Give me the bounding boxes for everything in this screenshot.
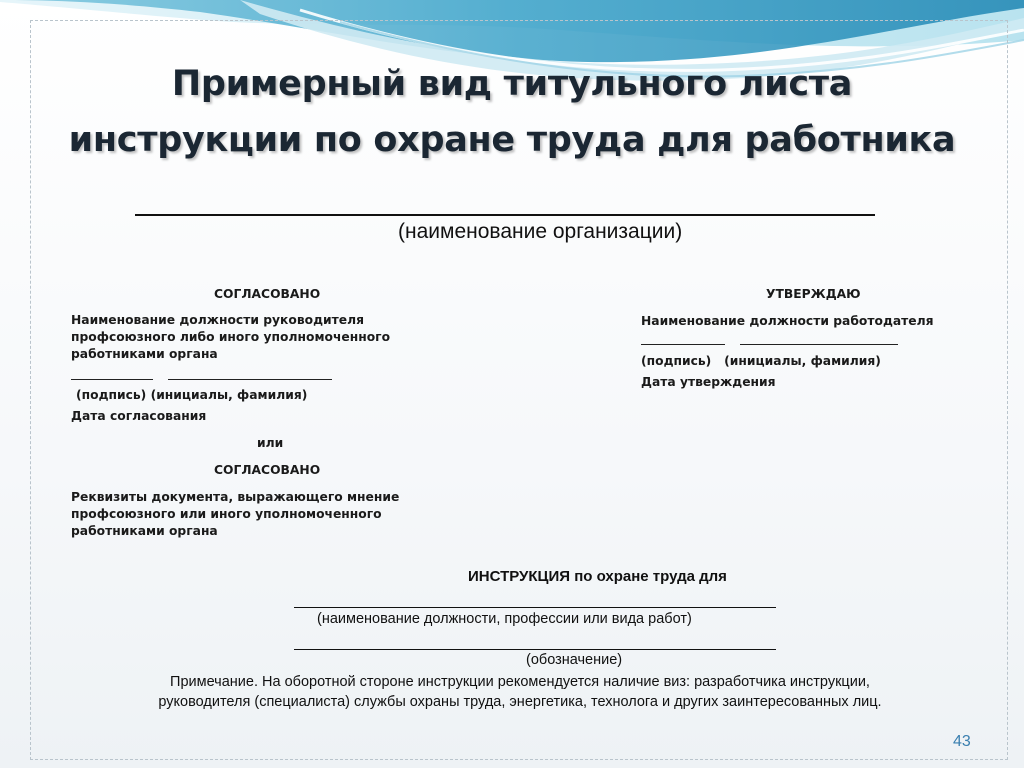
right-signature-blank — [641, 333, 725, 345]
title-line-1: Примерный вид титульного листа — [171, 64, 853, 104]
organization-fill-line — [135, 214, 875, 216]
organization-caption: (наименование организации) — [398, 220, 683, 243]
left-position-line-2: профсоюзного либо иного уполномоченного — [71, 330, 391, 344]
left-heading-2: СОГЛАСОВАНО — [214, 463, 321, 477]
left-position-line-1: Наименование должности руководителя — [71, 313, 364, 327]
right-name-blank — [740, 333, 898, 345]
right-signature-lines — [641, 333, 898, 350]
title-line-2: инструкции по охране труда для работника — [68, 120, 956, 160]
right-heading: УТВЕРЖДАЮ — [766, 287, 861, 301]
right-position-line: Наименование должности работодателя — [641, 314, 934, 328]
left-name-blank — [168, 368, 332, 380]
note — [60, 672, 980, 712]
left-requisites-text — [71, 489, 451, 540]
designation-fill-line — [294, 649, 776, 650]
or-label: или — [257, 436, 284, 450]
left-requisites-line-2: профсоюзного или иного уполномоченного — [71, 507, 382, 521]
left-signature-lines — [71, 368, 332, 385]
right-date-label: Дата утверждения — [641, 375, 776, 389]
left-requisites-line-1: Реквизиты документа, выражающего мнение — [71, 490, 400, 504]
note-line-2: руководителя (специалиста) службы охраны труда, энергетика, технолога и других заинтересованных лиц. — [158, 694, 882, 710]
left-signature-blank — [71, 368, 153, 380]
left-signature-caption: (подпись) (инициалы, фамилия) — [76, 388, 308, 402]
left-heading: СОГЛАСОВАНО — [214, 287, 321, 301]
right-signature-caption: (подпись) (инициалы, фамилия) — [641, 354, 881, 368]
instruction-heading: ИНСТРУКЦИЯ по охране труда для — [468, 568, 727, 585]
left-position-line-3: работниками органа — [71, 347, 218, 361]
left-date-label: Дата согласования — [71, 409, 207, 423]
note-line-1: Примечание. На оборотной стороне инструкции рекомендуется наличие виз: разработчика инструкции, — [170, 674, 870, 690]
slide-title — [0, 56, 1024, 168]
left-requisites-line-3: работниками органа — [71, 524, 218, 538]
designation-caption: (обозначение) — [526, 652, 623, 668]
left-position-text — [71, 312, 451, 363]
position-fill-line — [294, 607, 776, 608]
slide-number: 43 — [953, 733, 971, 750]
position-caption: (наименование должности, профессии или вида работ) — [317, 611, 692, 627]
